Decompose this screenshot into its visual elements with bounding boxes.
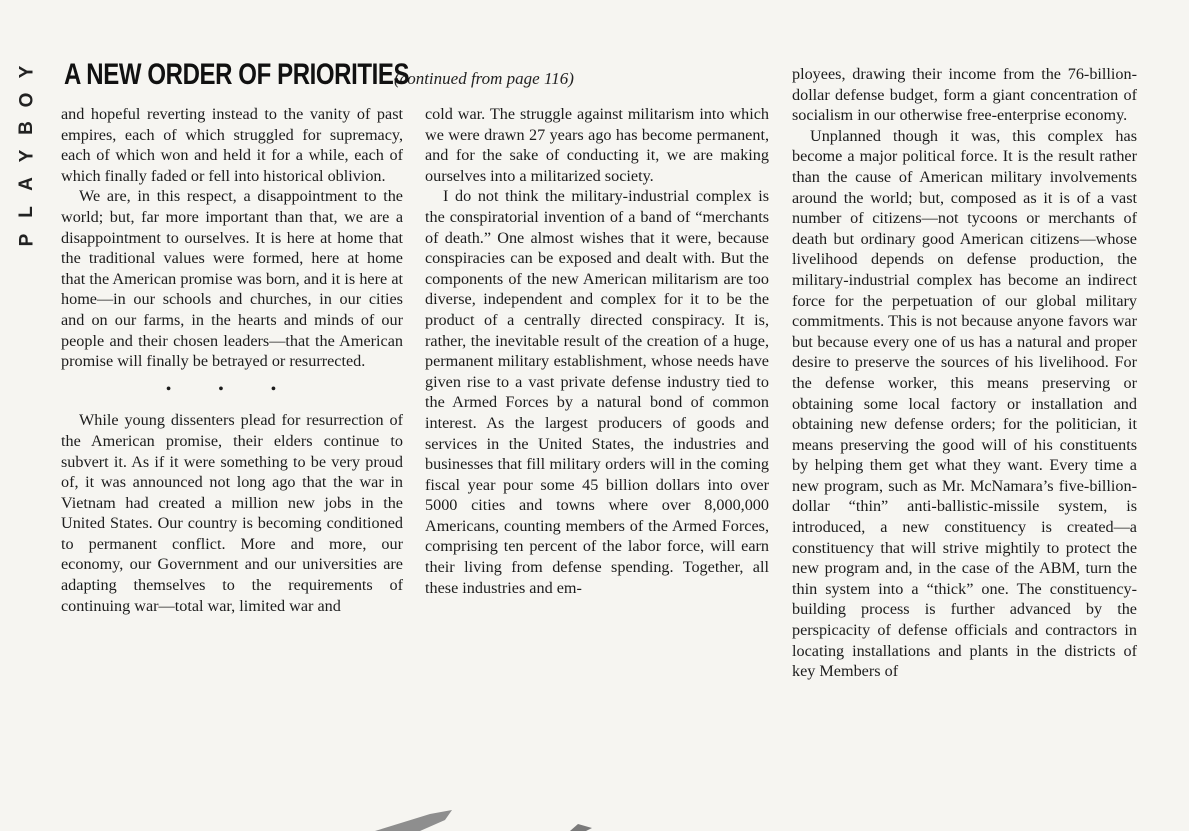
masthead-letter: Y: [16, 149, 37, 163]
paragraph: While young dissenters plead for resurrection of the American promise, their elders continue to subvert it. As if it were something to be very proud of, it was announced not long ago that the war in Vietnam had created a million new jobs in the United States. Our country is becoming conditioned to permanent conflict. More and more, our economy, our Government and our universities are adapting themselves to the requirements of continuing war—total war, limited war and: [61, 411, 403, 615]
text-column-1: [61, 104, 403, 616]
masthead-letter: A: [15, 177, 37, 191]
continued-note: (continued from page 116): [394, 69, 574, 88]
article-title: A NEW ORDER OF PRIORITIES: [64, 58, 410, 91]
playboy-masthead: [14, 58, 40, 254]
paragraph: ployees, drawing their income from the 76-billion-dollar defense budget, form a giant concentration of socialism in our otherwise free-enterprise economy.: [792, 65, 1137, 125]
masthead-letter: Y: [16, 65, 37, 79]
masthead-letter: L: [15, 206, 37, 218]
paragraph: cold war. The struggle against militarism into which we were drawn 27 years ago has become permanent, and for the sake of conducting it, we are making ourselves into a militarized society.: [425, 105, 769, 185]
illustration-shape: [375, 810, 452, 831]
section-separator: • • •: [166, 381, 298, 397]
text-column-2: [425, 104, 769, 598]
paragraph: We are, in this respect, a disappointment to the world; but, far more important than that, we are a disappointment to ourselves. It is here at home that the traditional values were formed, here at home that the American promise was born, and it is here at home—in our schools and churches, in our cities and on our farms, in the hearts and minds of our people and their chosen leaders—that the American promise will finally be betrayed or resurrected.: [61, 187, 403, 371]
text-column-3: [792, 64, 1137, 682]
paragraph: and hopeful reverting instead to the vanity of past empires, each of which struggled for supremacy, each of which won and held it for a while, each of which finally faded or fell into historical oblivion.: [61, 105, 403, 185]
masthead-letter: P: [16, 233, 37, 247]
paragraph: I do not think the military-industrial complex is the conspiratorial invention of a band of “merchants of death.” One almost wishes that it were, because conspiracies can be exposed and dealt with. But the components of the new American militarism are too diverse, independent and complex for it to be the product of a centrally directed conspiracy. It is, rather, the inevitable result of the creation of a huge, permanent military establishment, whose needs have given rise to a vast private defense industry tied to the Armed Forces by a natural bond of common interest. As the largest producers of goods and services in the United States, the industries and businesses that fill military orders will in the coming fiscal year pour some 45 billion dollars into over 5000 cities and towns where over 8,000,000 Americans, counting members of the Armed Forces, comprising ten percent of the labor force, will earn their living from defense spending. Together, all these industries and em-: [425, 187, 769, 597]
masthead-letter: B: [15, 121, 37, 135]
paragraph: Unplanned though it was, this complex has become a major political force. It is the result rather than the cause of American military involvements around the world; but, composed as it is of a vast number of citizens—not tycoons or merchants of death but ordinary good American citizens—whose livelihood depends on defense production, the military-industrial complex has become an indirect force for the perpetuation of our global military commitments. This is not because anyone favors war but because every one of us has a natural and proper desire to preserve the sources of his livelihood. For the defense worker, this means preserving or obtaining some local factory or installation and obtaining new defense orders; for the politician, it means preserving the good will of his constituents by helping them get what they want. Every time a new program, such as Mr. McNamara’s five-billion-dollar “thin” anti-ballistic-missile system, is introduced, a new constituency is created—a constituency that will strive mightily to protect the new program and, in the case of the ABM, turn the thin system into a “thick” one. The constituency-building process is further advanced by the perspicacity of defense officials and contractors in locating installations and plants in the districts of key Members of: [792, 126, 1137, 681]
illustration-fragment: [360, 800, 660, 831]
article-header: [64, 58, 574, 98]
masthead-letter: O: [16, 92, 37, 108]
illustration-shape: [570, 824, 592, 831]
